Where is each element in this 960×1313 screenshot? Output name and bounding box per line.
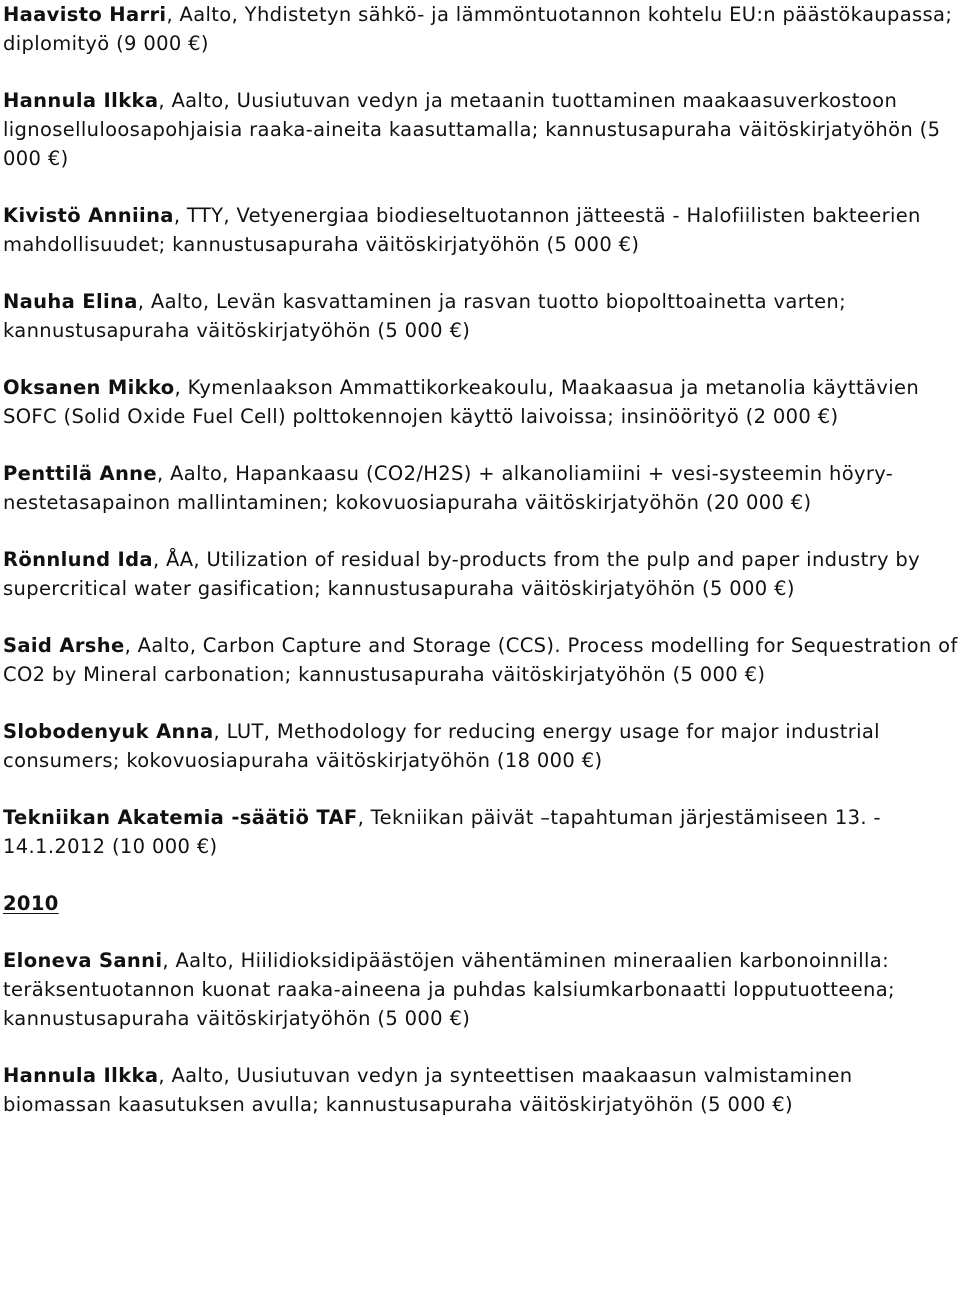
recipient-name: Penttilä Anne bbox=[3, 462, 157, 485]
recipient-name: Haavisto Harri bbox=[3, 3, 167, 26]
grant-entry bbox=[3, 717, 958, 775]
grant-entry bbox=[3, 201, 958, 259]
grant-description: , LUT, Methodology for reducing energy usage for major industrial consumers; kokovuosiapuraha väitöskirjatyöhön (18 000 €) bbox=[3, 720, 880, 772]
grant-entry bbox=[3, 545, 958, 603]
grant-description: , Kymenlaakson Ammattikorkeakoulu, Maakaasua ja metanolia käyttävien SOFC (Solid Oxide Fuel Cell) polttokennojen käyttö laivoissa; insinöörityö (2 000 €) bbox=[3, 376, 920, 428]
recipient-name: Hannula Ilkka bbox=[3, 1064, 159, 1087]
grant-entry bbox=[3, 631, 958, 689]
grant-entry bbox=[3, 86, 958, 173]
grant-description: , TTY, Vetyenergiaa biodieseltuotannon jätteestä - Halofiilisten bakteerien mahdollisuudet; kannustusapuraha väitöskirjatyöhön (5 000 €) bbox=[3, 204, 921, 256]
grant-description: , ÅA, Utilization of residual by-products from the pulp and paper industry by supercritical water gasification; kannustusapuraha väitöskirjatyöhön (5 000 €) bbox=[3, 548, 921, 600]
grant-description: , Tekniikan päivät –tapahtuman järjestämiseen 13. - 14.1.2012 (10 000 €) bbox=[3, 806, 881, 858]
grant-entry bbox=[3, 1061, 958, 1119]
recipient-name: Oksanen Mikko bbox=[3, 376, 175, 399]
recipient-name: Hannula Ilkka bbox=[3, 89, 159, 112]
grant-entry bbox=[3, 946, 958, 1033]
grant-description: , Aalto, Hapankaasu (CO2/H2S) + alkanoliamiini + vesi-systeemin höyry-nestetasapainon mallintaminen; kokovuosiapuraha väitöskirjatyöhön (20 000 €) bbox=[3, 462, 894, 514]
grant-description: , Aalto, Yhdistetyn sähkö- ja lämmöntuotannon kohtelu EU:n päästökaupassa; diplomityö (9 000 €) bbox=[3, 3, 953, 55]
grant-entry bbox=[3, 0, 958, 58]
grant-description: , Aalto, Hiilidioksidipäästöjen vähentäminen mineraalien karbonoinnilla: teräksentuotannon kuonat raaka-aineena ja puhdas kalsiumkarbonaatti lopputuotteena; kannustusapuraha väitöskirjatyöhön (5 000 €) bbox=[3, 949, 895, 1030]
year-heading: 2010 bbox=[3, 892, 59, 915]
recipient-name: Rönnlund Ida bbox=[3, 548, 153, 571]
grant-description: , Aalto, Uusiutuvan vedyn ja metaanin tuottaminen maakaasuverkostoon lignoselluloosapohjaisia raaka-aineita kaasuttamalla; kannustusapuraha väitöskirjatyöhön (5 000 €) bbox=[3, 89, 941, 170]
recipient-name: Kivistö Anniina bbox=[3, 204, 174, 227]
recipient-name: Nauha Elina bbox=[3, 290, 138, 313]
grant-entry bbox=[3, 287, 958, 345]
grant-description: , Aalto, Uusiutuvan vedyn ja synteettisen maakaasun valmistaminen biomassan kaasutuksen avulla; kannustusapuraha väitöskirjatyöhön (5 000 €) bbox=[3, 1064, 853, 1116]
recipient-name: Said Arshe bbox=[3, 634, 125, 657]
grant-description: , Aalto, Carbon Capture and Storage (CCS). Process modelling for Sequestration of CO2 by Mineral carbonation; kannustusapuraha väitöskirjatyöhön (5 000 €) bbox=[3, 634, 958, 686]
document-page bbox=[3, 0, 958, 1147]
grant-description: , Aalto, Levän kasvattaminen ja rasvan tuotto biopolttoainetta varten; kannustusapuraha väitöskirjatyöhön (5 000 €) bbox=[3, 290, 847, 342]
recipient-name: Tekniikan Akatemia -säätiö TAF bbox=[3, 806, 358, 829]
recipient-name: Eloneva Sanni bbox=[3, 949, 163, 972]
grant-entry bbox=[3, 459, 958, 517]
grant-entry bbox=[3, 803, 958, 861]
grant-entry bbox=[3, 373, 958, 431]
recipient-name: Slobodenyuk Anna bbox=[3, 720, 214, 743]
